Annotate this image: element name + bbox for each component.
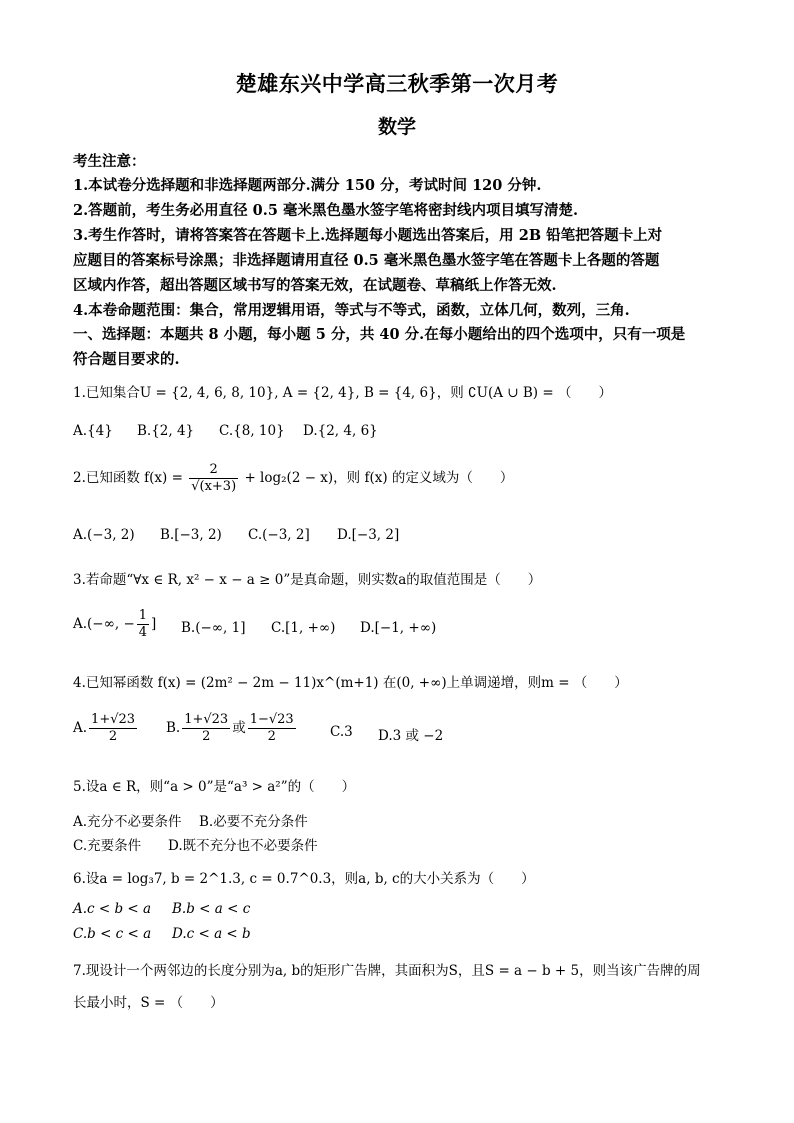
question-5-stem: 5.设a ∈ R，则“a > 0”是“a³ > a²”的（ ） bbox=[73, 779, 356, 795]
section1-heading-cont: 符合题目要求的. bbox=[73, 351, 180, 368]
question-7-stem-cont: 长最小时，S = （ ） bbox=[73, 995, 224, 1011]
q3-option-a bbox=[73, 608, 156, 641]
q2-fraction bbox=[189, 462, 238, 495]
q2-fraction-denominator: √(x+3) bbox=[191, 479, 237, 494]
q4-option-d: D.3 或 −2 bbox=[378, 728, 444, 744]
q2-option-c: C.(−3, 2] bbox=[248, 527, 310, 543]
q4-option-b-fraction-2 bbox=[248, 712, 296, 745]
q3-option-a-fraction bbox=[137, 608, 149, 641]
q3-option-a-numerator: 1 bbox=[138, 608, 148, 623]
q3-option-d: D.[−1, +∞) bbox=[360, 620, 437, 636]
q1-option-d: D.{2, 4, 6} bbox=[303, 423, 378, 439]
question-3-stem: 3.若命题“∀x ∈ R, x² − x − a ≥ 0”是真命题，则实数a的取值范围是（ ） bbox=[73, 572, 542, 588]
q2-option-a: A.(−3, 2) bbox=[73, 527, 135, 543]
question-1-stem: 1.已知集合U = {2, 4, 6, 8, 10}, A = {2, 4}, B = {4, 6}，则 ∁U(A ∪ B) = （ ） bbox=[73, 385, 612, 401]
q4-option-a-fraction bbox=[89, 712, 137, 745]
q1-option-c: C.{8, 10} bbox=[219, 423, 285, 439]
q4-option-b bbox=[166, 712, 298, 745]
question-7-stem: 7.现设计一个两邻边的长度分别为a, b的矩形广告牌，其面积为S，且S = a − b + 5，则当该广告牌的周 bbox=[73, 963, 701, 979]
notice-item-1: 1.本试卷分选择题和非选择题两部分.满分 150 分，考试时间 120 分钟. bbox=[73, 177, 542, 194]
q3-option-a-denominator: 4 bbox=[138, 625, 148, 640]
q4-option-b-numerator-2: 1−√23 bbox=[249, 712, 294, 727]
q5-option-d: D.既不充分也不必要条件 bbox=[168, 838, 318, 854]
q4-option-a-label: A. bbox=[73, 720, 88, 736]
section1-heading: 一、选择题：本题共 8 小题，每小题 5 分，共 40 分.在每小题给出的四个选项中，只有一项是 bbox=[73, 326, 686, 343]
q5-option-c: C.充要条件 bbox=[73, 838, 142, 854]
notice-heading: 考生注意： bbox=[73, 153, 146, 170]
q2-stem-pre: 2.已知函数 f(x) = bbox=[73, 470, 183, 486]
q6-option-c: C.b < c < a bbox=[73, 926, 152, 942]
notice-item-3c: 区域内作答，超出答题区域书写的答案无效，在试题卷、草稿纸上作答无效. bbox=[73, 277, 557, 294]
q5-option-b: B.必要不充分条件 bbox=[199, 814, 308, 830]
q3-option-b: B.(−∞, 1] bbox=[181, 620, 246, 636]
question-6-stem: 6.设a = log₃7, b = 2^1.3, c = 0.7^0.3，则a, b, c的大小关系为（ ） bbox=[73, 871, 535, 887]
q5-option-a: A.充分不必要条件 bbox=[73, 814, 182, 830]
q4-option-c: C.3 bbox=[330, 724, 353, 740]
notice-item-3b: 应题目的答案标号涂黑；非选择题请用直径 0.5 毫米黑色墨水签字笔在答题卡上各题的答题 bbox=[73, 252, 660, 269]
q1-option-a: A.{4} bbox=[73, 423, 113, 439]
question-4-stem: 4.已知幂函数 f(x) = (2m² − 2m − 11)x^(m+1) 在(0, +∞)上单调递增，则m = （ ） bbox=[73, 675, 628, 691]
q6-option-b: B.b < a < c bbox=[172, 901, 251, 917]
q4-option-b-fraction-1 bbox=[182, 712, 230, 745]
q1-option-b: B.{2, 4} bbox=[137, 423, 195, 439]
exam-title: 楚雄东兴中学高三秋季第一次月考 bbox=[235, 71, 559, 96]
q3-option-a-post: ] bbox=[151, 616, 157, 632]
notice-item-3a: 3.考生作答时，请将答案答在答题卡上.选择题每小题选出答案后，用 2B 铅笔把答题卡上对 bbox=[73, 227, 663, 244]
q4-option-b-numerator-1: 1+√23 bbox=[184, 712, 229, 727]
q2-option-d: D.[−3, 2] bbox=[337, 527, 400, 543]
q4-option-b-denominator-1: 2 bbox=[182, 728, 230, 745]
q4-option-b-denominator-2: 2 bbox=[248, 728, 296, 745]
subject-title: 数学 bbox=[377, 116, 416, 138]
q3-option-a-pre: A.(−∞, − bbox=[73, 616, 135, 632]
q2-fraction-numerator: 2 bbox=[209, 462, 218, 477]
question-2-stem bbox=[73, 462, 513, 495]
q4-option-b-label: B. bbox=[166, 720, 181, 736]
q4-option-a-denominator: 2 bbox=[89, 728, 137, 745]
notice-item-2: 2.答题前，考生务必用直径 0.5 毫米黑色墨水签字笔将密封线内项目填写清楚. bbox=[73, 202, 579, 219]
q2-stem-post: + log₂(2 − x)，则 f(x) 的定义域为（ ） bbox=[244, 470, 514, 486]
notice-item-4: 4.本卷命题范围：集合，常用逻辑用语，等式与不等式，函数，立体几何，数列，三角. bbox=[73, 302, 630, 319]
q2-option-b: B.[−3, 2) bbox=[160, 527, 222, 543]
q4-option-a-numerator: 1+√23 bbox=[91, 712, 136, 727]
q4-option-b-or: 或 bbox=[232, 720, 246, 736]
q3-option-c: C.[1, +∞) bbox=[271, 620, 336, 636]
q6-option-a: A.c < b < a bbox=[73, 901, 152, 917]
q4-option-a bbox=[73, 712, 139, 745]
q6-option-d: D.c < a < b bbox=[172, 926, 251, 942]
